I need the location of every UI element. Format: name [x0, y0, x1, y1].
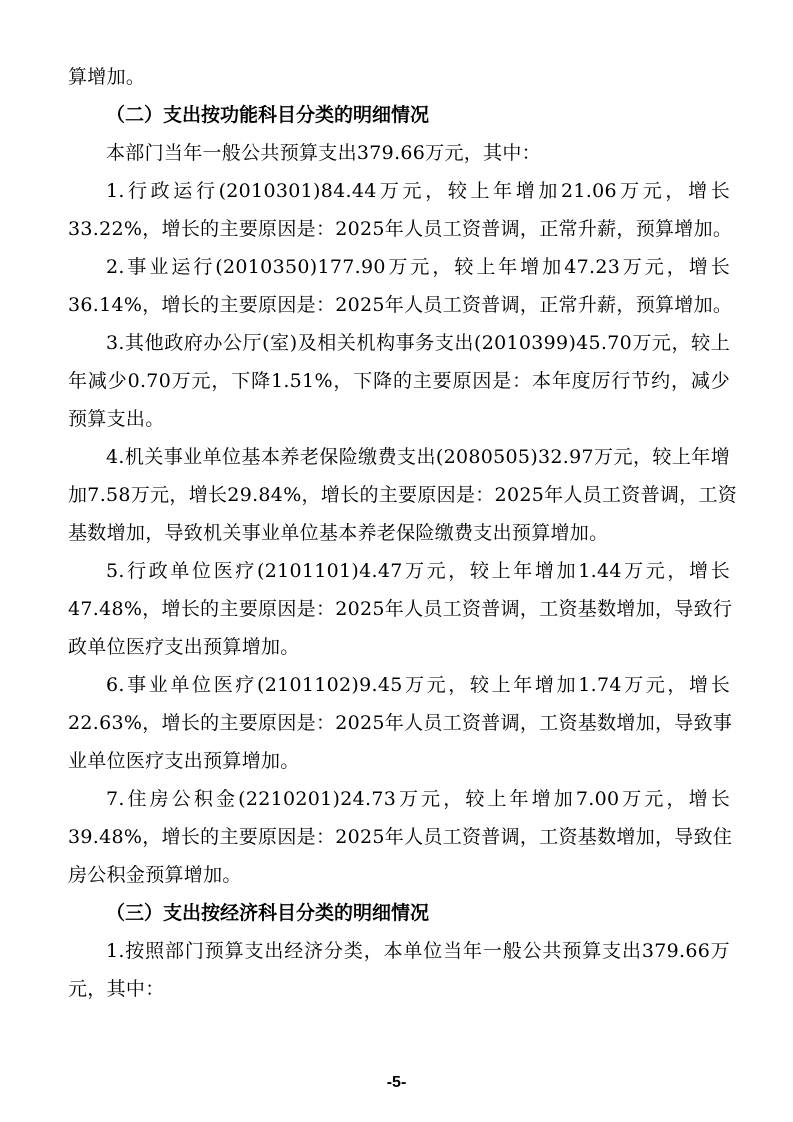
paragraph-item-5-line-2: 47.48%，增长的主要原因是：2025年人员工资普调，工资基数增加，导致行 [68, 598, 733, 620]
paragraph-intro: 本部门当年一般公共预算支出379.66万元，其中： [106, 142, 541, 164]
paragraph-economic-1-line-2: 元，其中： [68, 978, 165, 1000]
paragraph-item-6-line-3: 业单位医疗支出预算增加。 [68, 750, 300, 772]
paragraph-item-4-line-2: 加7.58万元，增长29.84%，增长的主要原因是：2025年人员工资普调，工资 [68, 484, 738, 506]
paragraph-continuation: 算增加。 [68, 66, 146, 88]
paragraph-item-3-line-2: 年减少0.70万元，下降1.51%，下降的主要原因是：本年度厉行节约，减少 [68, 370, 730, 392]
paragraph-item-6-line-2: 22.63%，增长的主要原因是：2025年人员工资普调，工资基数增加，导致事 [68, 712, 733, 734]
paragraph-item-7-line-1: 7.住房公积金(2210201)24.73万元，较上年增加7.00万元，增长 [106, 788, 730, 810]
paragraph-item-3-line-1: 3.其他政府办公厅(室)及相关机构事务支出(2010399)45.70万元，较上 [106, 332, 730, 354]
paragraph-item-1-line-2: 33.22%，增长的主要原因是：2025年人员工资普调，正常升薪，预算增加。 [68, 218, 733, 240]
paragraph-item-1-line-1: 1.行政运行(2010301)84.44万元，较上年增加21.06万元，增长 [106, 180, 730, 202]
paragraph-item-4-line-1: 4.机关事业单位基本养老保险缴费支出(2080505)32.97万元，较上年增 [106, 446, 730, 468]
section-heading-functional: （二）支出按功能科目分类的明细情况 [106, 104, 430, 126]
paragraph-item-7-line-3: 房公积金预算增加。 [68, 864, 242, 886]
paragraph-item-7-line-2: 39.48%，增长的主要原因是：2025年人员工资普调，工资基数增加，导致住 [68, 826, 733, 848]
paragraph-item-3-line-3: 预算支出。 [68, 408, 165, 430]
paragraph-item-2-line-2: 36.14%，增长的主要原因是：2025年人员工资普调，正常升薪，预算增加。 [68, 294, 733, 316]
paragraph-economic-1-line-1: 1.按照部门预算支出经济分类，本单位当年一般公共预算支出379.66万 [106, 940, 730, 962]
paragraph-item-5-line-1: 5.行政单位医疗(2101101)4.47万元，较上年增加1.44万元，增长 [106, 560, 730, 582]
page-number: -5- [386, 1074, 407, 1091]
paragraph-item-5-line-3: 政单位医疗支出预算增加。 [68, 636, 300, 658]
paragraph-item-2-line-1: 2.事业运行(2010350)177.90万元，较上年增加47.23万元，增长 [106, 256, 730, 278]
document-body [68, 58, 738, 1008]
section-heading-economic: （三）支出按经济科目分类的明细情况 [106, 902, 430, 924]
paragraph-item-4-line-3: 基数增加，导致机关事业单位基本养老保险缴费支出预算增加。 [68, 522, 609, 544]
paragraph-item-6-line-1: 6.事业单位医疗(2101102)9.45万元，较上年增加1.74万元，增长 [106, 674, 730, 696]
